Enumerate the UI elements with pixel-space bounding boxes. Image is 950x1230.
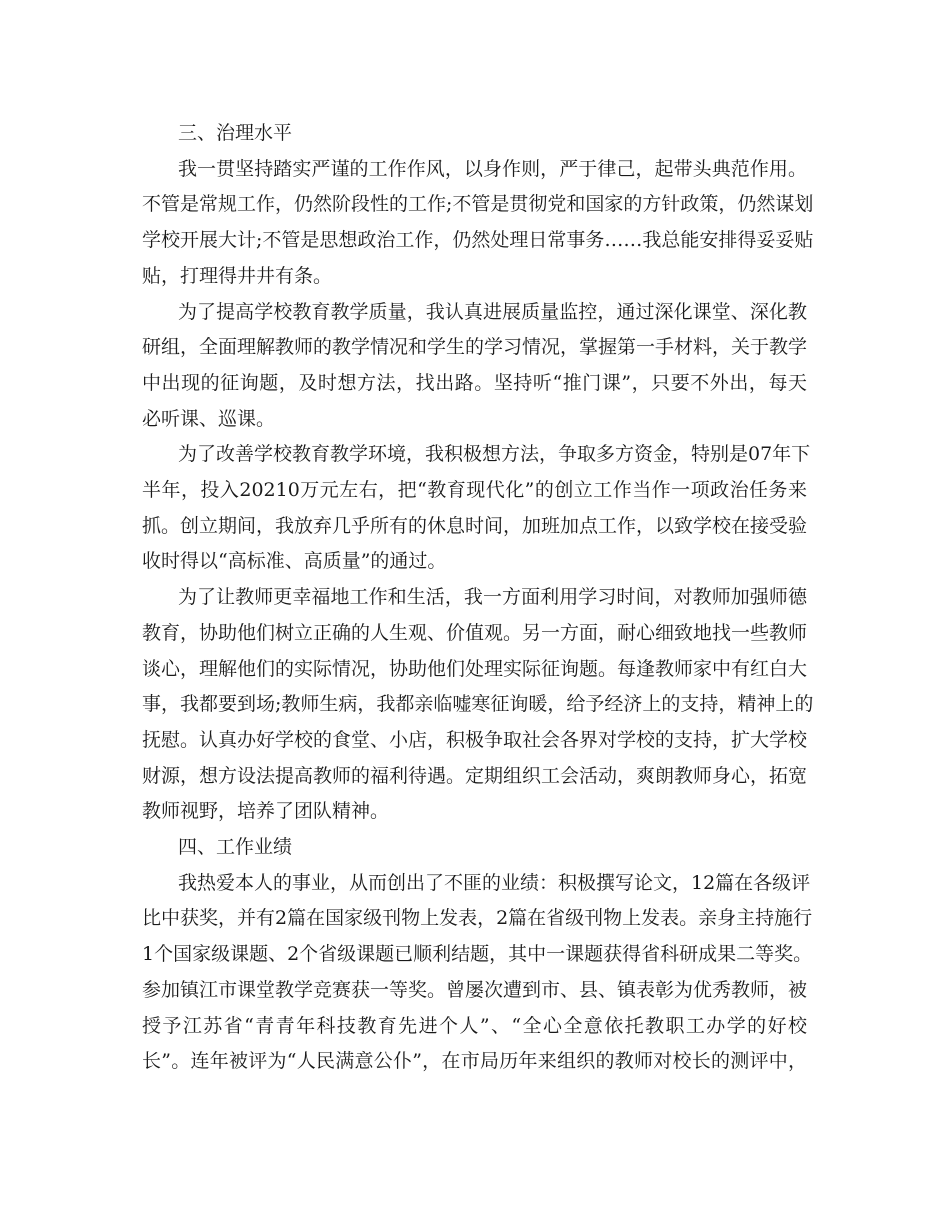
text-line: 必听课、巡课。	[142, 407, 276, 430]
text-line: 比中获奖，并有2篇在国家级刊物上发表，2篇在省级刊物上发表。亲身主持施行	[142, 907, 813, 930]
document-body	[142, 116, 814, 1080]
paragraph	[142, 437, 811, 580]
section-heading-4: 四、工作业绩	[178, 836, 293, 859]
text-line: 为了让教师更幸福地工作和生活，我一方面利用学习时间，对教师加强师德	[178, 586, 807, 609]
text-line: 我热爱本人的事业，从而创出了不匪的业绩：积极撰写论文，12篇在各级评	[178, 871, 811, 894]
text-line: 为了改善学校教育教学环境，我积极想方法，争取多方资金，特别是07年下	[178, 443, 811, 466]
text-line: 参加镇江市课堂教学竞赛获一等奖。曾屡次遭到市、县、镇表彰为优秀教师，被	[142, 978, 808, 1001]
text-line: 我一贯坚持踏实严谨的工作作风，以身作则，严于律己，起带头典范作用。	[178, 157, 807, 180]
paragraph	[142, 866, 813, 1080]
paragraph	[142, 152, 814, 295]
paragraph	[142, 580, 814, 830]
text-line: 授予江苏省“青青年科技教育先进个人”、“全心全意依托教职工办学的好校	[142, 1014, 807, 1037]
text-line: 1个国家级课题、2个省级课题已顺利结题，其中一课题获得省科研成果二等奖。	[142, 943, 813, 966]
text-line: 贴，打理得井井有条。	[142, 264, 333, 287]
text-line: 半年，投入20210万元左右，把“教育现代化”的创立工作当作一项政治任务来	[142, 479, 807, 502]
text-line: 抓。创立期间，我放弃几乎所有的休息时间，加班加点工作，以致学校在接受验	[142, 514, 808, 537]
text-line: 财源，想方设法提高教师的福利待遇。定期组织工会活动，爽朗教师身心，拓宽	[142, 764, 808, 787]
text-line: 不管是常规工作，仍然阶段性的工作;不管是贯彻党和国家的方针政策，仍然谋划	[142, 193, 814, 216]
section-heading-3: 三、治理水平	[178, 122, 293, 144]
text-line: 抚慰。认真办好学校的食堂、小店，积极争取社会各界对学校的支持，扩大学校	[142, 728, 808, 751]
text-line: 研组，全面理解教师的教学情况和学生的学习情况，掌握第一手材料，关于教学	[142, 336, 808, 359]
paragraph	[142, 295, 807, 438]
text-line: 事，我都要到场;教师生病，我都亲临嘘寒征询暖，给予经济上的支持，精神上的	[142, 693, 814, 716]
text-line: 谈心，理解他们的实际情况，协助他们处理实际征询题。每逢教师家中有红白大	[142, 657, 808, 680]
text-line: 中出现的征询题，及时想方法，找出路。坚持听“推门课”，只要不外出，每天	[142, 371, 807, 394]
text-line: 学校开展大计;不管是思想政治工作，仍然处理日常事务……我总能安排得妥妥贴	[142, 229, 814, 252]
text-line: 为了提高学校教育教学质量，我认真进展质量监控，通过深化课堂、深化教	[178, 300, 807, 323]
text-line: 教育，协助他们树立正确的人生观、价值观。另一方面，耐心细致地找一些教师	[142, 621, 808, 644]
text-line: 收时得以“高标准、高质量”的通过。	[142, 550, 447, 573]
text-line: 长”。连年被评为“人民满意公仆”，在市局历年来组织的教师对校长的测评中，	[142, 1050, 807, 1073]
text-line: 教师视野，培养了团队精神。	[142, 800, 390, 823]
